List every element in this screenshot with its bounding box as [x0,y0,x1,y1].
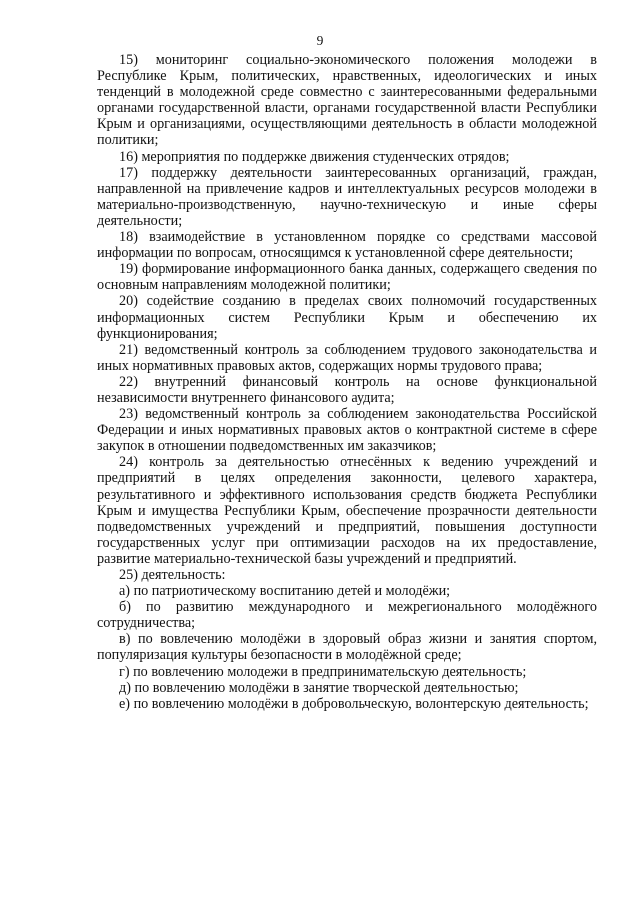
paragraph-15: 15) мониторинг социально-экономического положения молодежи в Республике Крым, политических, нравственных, идеологических и иных тенденций в молодежной среде совместно с заинтересованными федеральными органами государственной власти, органами государственной власти Республики Крым и организациями, осуществляющими деятельность в области молодежной политики; [97,52,597,149]
paragraph-17: 17) поддержку деятельности заинтересованных организаций, граждан, направленной на привлечение кадров и интеллектуальных ресурсов молодежи в материально-производственную, научно-техническую и иные сферы деятельности; [97,164,597,229]
paragraph-19: 19) формирование информационного банка данных, содержащего сведения по основным направлениям молодежной политики; [97,261,597,294]
subitem-g: г) по вовлечению молодежи в предпринимательскую деятельность; [119,663,527,680]
subitem-b: б) по развитию международного и межрегионального молодёжного сотрудничества; [97,599,597,632]
subitem-a: а) по патриотическому воспитанию детей и молодёжи; [119,583,451,600]
subitem-v: в) по вовлечению молодёжи в здоровый образ жизни и занятия спортом, популяризация культуры безопасности в молодёжной среде; [97,631,597,664]
paragraph-18: 18) взаимодействие в установленном порядке со средствами массовой информации по вопросам, относящимся к установленной сфере деятельности; [97,229,597,262]
paragraph-22: 22) внутренний финансовый контроль на основе функциональной независимости внутреннего финансового аудита; [97,373,597,406]
paragraph-20: 20) содействие созданию в пределах своих полномочий государственных информационных систем Республики Крым и обеспечению их функционирования; [97,293,597,342]
paragraph-16: 16) мероприятия по поддержке движения студенческих отрядов; [119,148,510,165]
paragraph-25: 25) деятельность: [119,567,226,583]
subitem-d: д) по вовлечению молодёжи в занятие творческой деятельностью; [119,679,519,696]
document-body [97,52,597,712]
paragraph-23: 23) ведомственный контроль за соблюдением законодательства Российской Федерации и иных нормативных правовых актов о контрактной системе в сфере закупок в отношении подведомственных им заказчиков; [97,406,597,455]
paragraph-21: 21) ведомственный контроль за соблюдением трудового законодательства и иных нормативных правовых актов, содержащих нормы трудового права; [97,341,597,374]
page-number: 9 [316,33,324,48]
paragraph-24: 24) контроль за деятельностью отнесённых к ведению учреждений и предприятий в целях определения законности, целевого характера, результативного и эффективного использования средств бюджета Республики Крым и имущества Республики Крым, обеспечение прозрачности деятельности подведомственных учреждений и предприятий, повышения доступности государственных услуг при оптимизации расходов на их предоставление, развитие материально-технической базы учреждений и предприятий. [97,454,597,567]
subitem-e: е) по вовлечению молодёжи в добровольческую, волонтерскую деятельность; [119,695,589,712]
